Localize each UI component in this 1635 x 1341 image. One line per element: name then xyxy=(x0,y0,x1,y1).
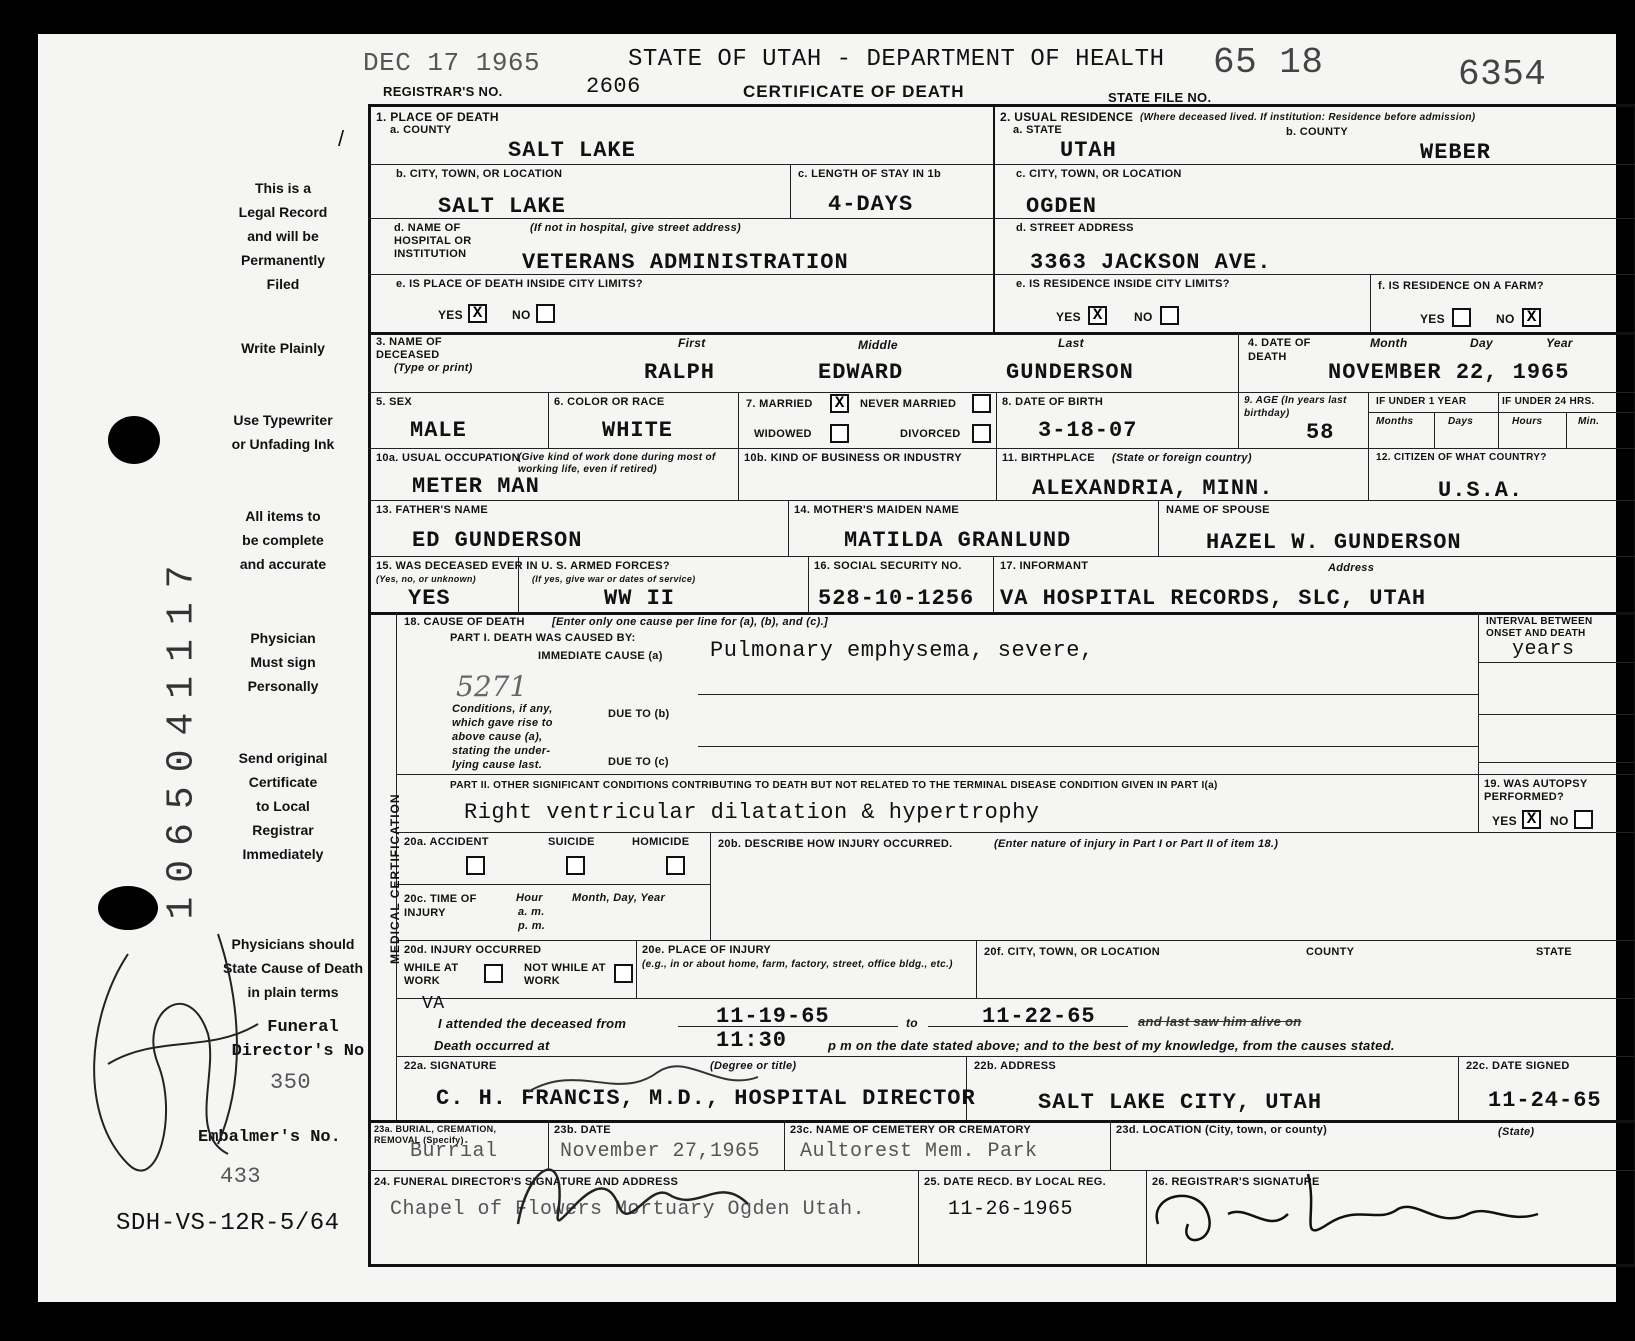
hours-label: Hours xyxy=(1512,416,1543,427)
funeral-director-signature xyxy=(498,1124,798,1254)
rule xyxy=(1478,762,1634,763)
age-label: 9. AGE (In years last birthday) xyxy=(1244,395,1347,419)
rule xyxy=(368,448,1635,449)
date-signed: 11-24-65 xyxy=(1488,1088,1602,1113)
widowed-checkbox[interactable] xyxy=(830,424,849,443)
burial-location-label: 23d. LOCATION (City, town, or county) xyxy=(1116,1124,1328,1136)
burial-state-label: (State) xyxy=(1498,1126,1535,1138)
armed-forces: YES xyxy=(408,586,451,611)
farm-no-checkbox[interactable]: X xyxy=(1522,308,1541,327)
disposition: Burrial xyxy=(410,1140,498,1163)
deceased-name-label: 3. NAME OF DECEASED xyxy=(376,336,442,361)
min-label: Min. xyxy=(1578,416,1600,427)
rule xyxy=(368,612,1635,615)
physician-signature xyxy=(518,1052,798,1112)
rule xyxy=(1370,274,1371,332)
cemetery: Aultorest Mem. Park xyxy=(800,1140,1038,1163)
occupation-label: 10a. USUAL OCCUPATION xyxy=(376,452,520,464)
rule xyxy=(1478,662,1634,663)
state-file-no: 6354 xyxy=(1458,54,1547,95)
rule xyxy=(1110,1120,1111,1170)
farm-label: f. IS RESIDENCE ON A FARM? xyxy=(1378,280,1544,292)
part-2-conditions: Right ventricular dilatation & hypertrophy xyxy=(464,800,1040,825)
no-label: NO xyxy=(512,308,531,322)
accident-label: 20a. ACCIDENT xyxy=(404,836,489,848)
rule xyxy=(1458,1056,1459,1120)
month-label: Month xyxy=(1370,336,1408,350)
embalmer-no: 433 xyxy=(220,1164,262,1189)
residence-note: (Where deceased lived. If institution: Residence before admission) xyxy=(1140,112,1476,123)
length-of-stay: 4-DAYS xyxy=(828,192,914,217)
birth-date: 3-18-07 xyxy=(1038,418,1138,443)
spouse-label: NAME OF SPOUSE xyxy=(1166,504,1270,516)
county-label: a. COUNTY xyxy=(390,124,452,136)
type-note: (Type or print) xyxy=(394,362,473,374)
rule xyxy=(548,392,549,448)
cause-terms-note: Physicians should State Cause of Death in plain terms xyxy=(222,936,364,1000)
birthplace-note: (State or foreign country) xyxy=(1112,452,1252,464)
interval: years xyxy=(1512,638,1575,661)
due-to-b-label: DUE TO (b) xyxy=(608,708,670,720)
no-label: NO xyxy=(1134,310,1153,324)
rule xyxy=(396,832,1634,833)
divorced-label: DIVORCED xyxy=(900,428,961,440)
while-at-work-checkbox[interactable] xyxy=(484,964,503,983)
hospital-note: (If not in hospital, give street address) xyxy=(530,222,741,234)
spouse-name: HAZEL W. GUNDERSON xyxy=(1206,530,1462,555)
signer: C. H. FRANCIS, M.D., HOSPITAL DIRECTOR xyxy=(436,1086,976,1111)
yes-label: YES xyxy=(1492,814,1517,828)
rule xyxy=(738,392,739,500)
time-of-injury-label: 20c. TIME OF INJURY xyxy=(404,893,477,919)
rule xyxy=(790,164,791,218)
date-of-death: NOVEMBER 22, 1965 xyxy=(1328,360,1570,385)
signature-label: 22a. SIGNATURE xyxy=(404,1060,497,1072)
race-label: 6. COLOR OR RACE xyxy=(554,396,665,408)
last-label: Last xyxy=(1058,336,1084,350)
informant-label: 17. INFORMANT xyxy=(1000,560,1089,572)
suicide-checkbox[interactable] xyxy=(566,856,585,875)
cause-note: [Enter only one cause per line for (a), (b), and (c).] xyxy=(552,616,828,628)
residence-city: OGDEN xyxy=(1026,194,1098,219)
death-occurred-label: Death occurred at xyxy=(434,1038,550,1053)
sex: MALE xyxy=(410,418,467,443)
certificate-paper xyxy=(38,34,1616,1302)
registrar-no-label: REGISTRAR'S NO. xyxy=(383,84,503,99)
married-label: 7. MARRIED xyxy=(746,398,813,410)
hour-label: Hour xyxy=(516,892,543,904)
war-service: WW II xyxy=(604,586,676,611)
rule xyxy=(1478,714,1634,715)
rule xyxy=(396,998,1634,999)
ssn-label: 16. SOCIAL SECURITY NO. xyxy=(814,560,962,572)
first-label: First xyxy=(678,336,706,350)
form-number: SDH-VS-12R-5/64 xyxy=(116,1210,340,1237)
death-time: 11:30 xyxy=(716,1028,788,1053)
send-original-note: Send original Certificate to Local Registrar Immediately xyxy=(238,750,328,862)
no-label: NO xyxy=(1550,814,1569,828)
certificate-title: CERTIFICATE OF DEATH xyxy=(743,82,965,101)
rule xyxy=(396,940,1634,941)
attended-label: I attended the deceased from xyxy=(438,1016,627,1031)
place-of-death-label: 1. PLACE OF DEATH xyxy=(376,110,499,124)
married-checkbox[interactable]: X xyxy=(830,394,849,413)
birthplace-label: 11. BIRTHPLACE xyxy=(1002,452,1095,464)
middle-name: EDWARD xyxy=(818,360,904,385)
ssn: 528-10-1256 xyxy=(818,586,975,611)
rule xyxy=(368,392,1635,393)
autopsy-label: 19. WAS AUTOPSY PERFORMED? xyxy=(1484,778,1588,803)
stay-label: c. LENGTH OF STAY IN 1b xyxy=(798,168,941,180)
cause-code: 5271 xyxy=(456,670,528,703)
inside-city-label: e. IS PLACE OF DEATH INSIDE CITY LIMITS? xyxy=(396,278,643,290)
occupation: METER MAN xyxy=(412,474,540,499)
legal-record-note: This is a Legal Record and will be Permanently Filed xyxy=(238,180,328,292)
death-county: SALT LAKE xyxy=(508,138,636,163)
rule xyxy=(993,556,994,612)
due-to-c-label: DUE TO (c) xyxy=(608,756,669,768)
yes-label: YES xyxy=(438,308,463,322)
agency-title: STATE OF UTAH - DEPARTMENT OF HEALTH xyxy=(628,46,1165,73)
informant: VA HOSPITAL RECORDS, SLC, UTAH xyxy=(1000,586,1427,611)
street-label: d. STREET ADDRESS xyxy=(1016,222,1134,234)
occupation-note: (Give kind of work done during most of working life, even if retired) xyxy=(518,452,716,475)
sex-label: 5. SEX xyxy=(376,396,413,408)
under-1-year-label: IF UNDER 1 YEAR xyxy=(1376,396,1467,407)
residence-county: WEBER xyxy=(1420,140,1492,165)
accident-checkbox[interactable] xyxy=(466,856,485,875)
burial-date: November 27,1965 xyxy=(560,1140,761,1163)
rule xyxy=(1238,392,1239,448)
divorced-checkbox[interactable] xyxy=(972,424,991,443)
residence-county-label: b. COUNTY xyxy=(1286,126,1348,138)
year-label: Year xyxy=(1546,336,1573,350)
yes-label: YES xyxy=(1420,312,1445,326)
autopsy-yes-checkbox[interactable]: X xyxy=(1522,810,1541,829)
date-received-label: 25. DATE RECD. BY LOCAL REG. xyxy=(924,1176,1106,1188)
death-city-label: b. CITY, TOWN, OR LOCATION xyxy=(396,168,563,180)
received-stamp: DEC 17 1965 xyxy=(363,48,541,78)
degree-label: (Degree or title) xyxy=(710,1060,797,1072)
funeral-signature-scribble xyxy=(68,914,298,1214)
hospital-label: d. NAME OF HOSPITAL OR INSTITUTION xyxy=(394,222,472,260)
father-label: 13. FATHER'S NAME xyxy=(376,504,489,516)
autopsy-no-checkbox[interactable] xyxy=(1574,810,1593,829)
certification-text: p m on the date stated above; and to the best of my knowledge, from the causes stated. xyxy=(828,1038,1395,1053)
rule xyxy=(678,1026,898,1027)
rule xyxy=(1158,500,1159,556)
month-day-year-label: Month, Day, Year xyxy=(572,892,666,904)
funeral-director-sig-label: 24. FUNERAL DIRECTOR'S SIGNATURE AND ADDRESS xyxy=(374,1176,679,1188)
registrar-no: 2606 xyxy=(586,74,641,99)
residence-inside-yes-checkbox[interactable]: X xyxy=(1088,306,1107,325)
rule xyxy=(396,884,710,885)
months-label: Months xyxy=(1376,416,1414,427)
residence-inside-no-checkbox[interactable] xyxy=(1160,306,1179,325)
inside-city-yes-checkbox[interactable]: X xyxy=(468,304,487,323)
attended-to: 11-22-65 xyxy=(982,1004,1096,1029)
rule xyxy=(698,694,1478,695)
father-name: ED GUNDERSON xyxy=(412,528,583,553)
rule xyxy=(918,1170,919,1264)
registrar-signature-label: 26. REGISTRAR'S SIGNATURE xyxy=(1152,1176,1320,1188)
cause-label: 18. CAUSE OF DEATH xyxy=(404,616,525,628)
suicide-label: SUICIDE xyxy=(548,836,595,848)
am-label: a. m. xyxy=(518,906,545,918)
rule xyxy=(368,1120,1635,1123)
to-label: to xyxy=(906,1016,918,1030)
rule xyxy=(1434,412,1435,448)
last-name: GUNDERSON xyxy=(1006,360,1134,385)
armed-note-2: (If yes, give war or dates of service) xyxy=(532,574,696,584)
day-label: Day xyxy=(1470,336,1493,350)
days-label: Days xyxy=(1448,416,1474,427)
funeral-director: Chapel of Flowers Mortuary Ogden Utah. xyxy=(390,1198,866,1221)
pm-label: p. m. xyxy=(518,920,546,932)
medical-certification-label: MEDICAL CERTIFICATION xyxy=(388,793,402,964)
date-received: 11-26-1965 xyxy=(948,1198,1074,1221)
rule xyxy=(1498,392,1499,448)
rule xyxy=(928,1026,1128,1027)
describe-injury-label: 20b. DESCRIBE HOW INJURY OCCURRED. xyxy=(718,838,953,850)
rule xyxy=(976,940,977,998)
rule xyxy=(368,104,1635,107)
typewriter-note: Use Typewriter or Unfading Ink xyxy=(231,412,335,452)
date-of-death-label: 4. DATE OF DEATH xyxy=(1248,337,1311,363)
citizen-label: 12. CITIZEN OF WHAT COUNTRY? xyxy=(1376,452,1547,463)
inside-city-no-checkbox[interactable] xyxy=(536,304,555,323)
hospital-name: VETERANS ADMINISTRATION xyxy=(522,250,849,275)
physician-note: Physician Must sign Personally xyxy=(247,630,319,694)
farm-yes-checkbox[interactable] xyxy=(1452,308,1471,327)
address-label: Address xyxy=(1328,562,1375,574)
rule xyxy=(1478,612,1479,832)
armed-forces-label: 15. WAS DECEASED EVER IN U. S. ARMED FORCES? xyxy=(376,560,670,572)
injury-state-label: STATE xyxy=(1536,946,1572,958)
complete-note: All items to be complete and accurate xyxy=(239,508,327,572)
burial-date-label: 23b. DATE xyxy=(554,1124,611,1136)
rule xyxy=(788,500,789,556)
rule xyxy=(636,940,637,998)
tick-mark: / xyxy=(338,126,345,151)
place-of-injury-label: 20e. PLACE OF INJURY xyxy=(642,944,772,956)
place-of-injury-note: (e.g., in or about home, farm, factory, street, office bldg., etc.) xyxy=(642,959,953,970)
va-note: VA xyxy=(422,994,445,1014)
rule xyxy=(368,1264,1635,1267)
never-married-checkbox[interactable] xyxy=(972,394,991,413)
state-file-prefix: 65 18 xyxy=(1213,42,1324,83)
race: WHITE xyxy=(602,418,674,443)
residence-state: UTAH xyxy=(1060,138,1117,163)
rule xyxy=(368,556,1635,557)
rule xyxy=(710,832,711,940)
while-at-work-label: WHILE AT WORK xyxy=(404,962,459,987)
widowed-label: WIDOWED xyxy=(754,428,812,440)
state-label: a. STATE xyxy=(1013,124,1063,136)
injury-city-label: 20f. CITY, TOWN, OR LOCATION xyxy=(984,946,1161,958)
struck-text: and last saw him alive on xyxy=(1138,1014,1302,1029)
signer-address-label: 22b. ADDRESS xyxy=(974,1060,1057,1072)
death-city: SALT LAKE xyxy=(438,194,566,219)
rule xyxy=(368,104,371,1264)
funeral-director-no: 350 xyxy=(270,1070,312,1095)
never-married-label: NEVER MARRIED xyxy=(860,398,957,410)
cemetery-label: 23c. NAME OF CEMETERY OR CREMATORY xyxy=(790,1124,1032,1136)
under-24-hours-label: IF UNDER 24 HRS. xyxy=(1502,396,1595,407)
embalmer-label: Embalmer's No. xyxy=(198,1128,341,1147)
punch-hole-top xyxy=(108,416,160,464)
signer-address: SALT LAKE CITY, UTAH xyxy=(1038,1090,1323,1115)
attended-from: 11-19-65 xyxy=(716,1004,830,1029)
immediate-cause: Pulmonary emphysema, severe, xyxy=(710,638,1094,663)
homicide-checkbox[interactable] xyxy=(666,856,685,875)
rule xyxy=(1368,412,1634,413)
state-file-no-label: STATE FILE NO. xyxy=(1108,90,1212,105)
registrar-signature xyxy=(1138,1154,1558,1264)
write-plainly-note: Write Plainly xyxy=(241,340,325,356)
middle-label: Middle xyxy=(858,338,898,352)
rule xyxy=(1566,412,1567,448)
rule xyxy=(996,392,997,500)
birthplace: ALEXANDRIA, MINN. xyxy=(1032,476,1274,501)
describe-injury-note: (Enter nature of injury in Part I or Part II of item 18.) xyxy=(994,838,1279,850)
immediate-cause-label: IMMEDIATE CAUSE (a) xyxy=(538,650,663,662)
rule xyxy=(808,556,809,612)
interval-label: INTERVAL BETWEEN ONSET AND DEATH xyxy=(1486,616,1593,639)
residence-label: 2. USUAL RESIDENCE xyxy=(1000,110,1134,124)
business-label: 10b. KIND OF BUSINESS OR INDUSTRY xyxy=(744,452,962,464)
not-while-at-work-label: NOT WHILE AT WORK xyxy=(524,962,606,987)
disposition-label: 23a. BURIAL, CREMATION, REMOVAL (Specify) xyxy=(374,1124,497,1145)
part-2-label: PART II. OTHER SIGNIFICANT CONDITIONS CONTRIBUTING TO DEATH BUT NOT RELATED TO THE TERMINAL DISEASE CONDITION GIVEN IN PART I(a) xyxy=(450,780,1218,791)
residence-inside-label: e. IS RESIDENCE INSIDE CITY LIMITS? xyxy=(1016,278,1230,290)
mother-name: MATILDA GRANLUND xyxy=(844,528,1072,553)
rule xyxy=(368,332,1635,335)
citizen: U.S.A. xyxy=(1438,478,1524,503)
injury-occurred-label: 20d. INJURY OCCURRED xyxy=(404,944,542,956)
conditions-note: Conditions, if any, which gave rise to above cause (a), stating the under- lying cause last. xyxy=(452,703,553,771)
rule xyxy=(1238,332,1239,392)
birth-date-label: 8. DATE OF BIRTH xyxy=(1002,396,1104,408)
funeral-director-label: Funeral Director's No. xyxy=(231,1018,375,1061)
date-signed-label: 22c. DATE SIGNED xyxy=(1466,1060,1570,1072)
age: 58 xyxy=(1306,420,1335,445)
homicide-label: HOMICIDE xyxy=(632,836,690,848)
injury-county-label: COUNTY xyxy=(1306,946,1355,958)
no-label: NO xyxy=(1496,312,1515,326)
armed-note-1: (Yes, no, or unknown) xyxy=(376,574,476,584)
mother-label: 14. MOTHER'S MAIDEN NAME xyxy=(794,504,960,516)
first-name: RALPH xyxy=(644,360,716,385)
street-address: 3363 JACKSON AVE. xyxy=(1030,250,1272,275)
rule xyxy=(698,746,1478,747)
residence-city-label: c. CITY, TOWN, OR LOCATION xyxy=(1016,168,1182,180)
rule xyxy=(396,774,1634,775)
not-while-at-work-checkbox[interactable] xyxy=(614,964,633,983)
vertical-file-number: 1065041117 xyxy=(160,551,204,920)
yes-label: YES xyxy=(1056,310,1081,324)
part-1-label: PART I. DEATH WAS CAUSED BY: xyxy=(450,632,636,644)
